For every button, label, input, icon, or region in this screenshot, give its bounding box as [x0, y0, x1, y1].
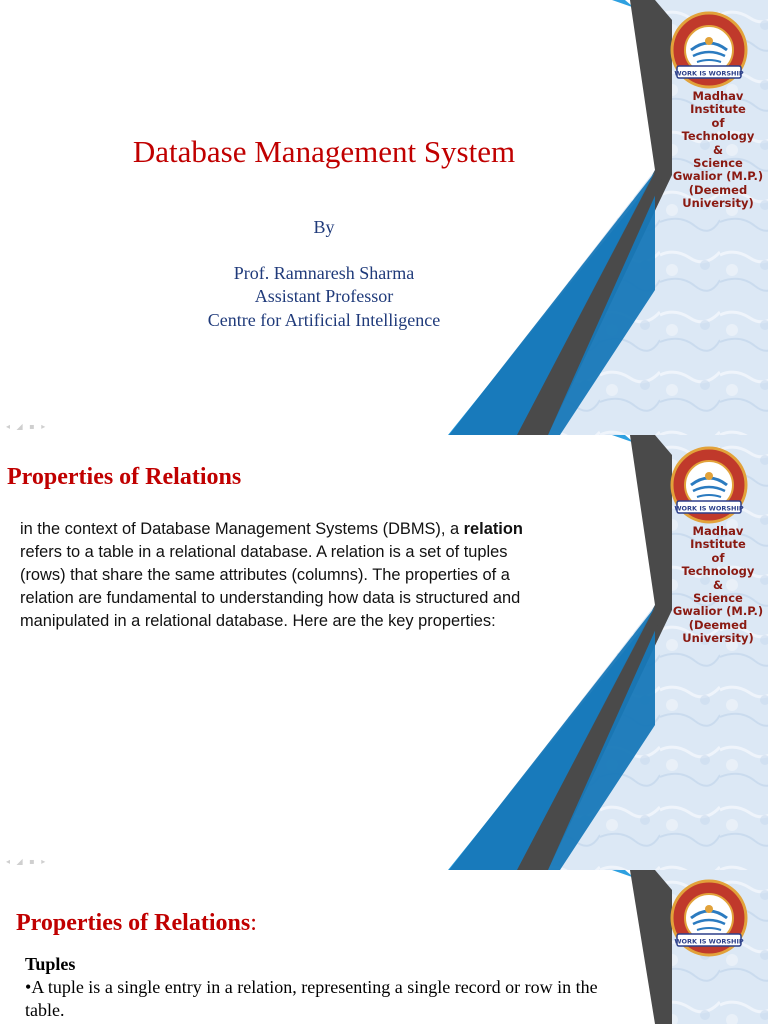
- slide-decoration: [0, 435, 768, 870]
- author-designation: Assistant Professor: [254, 286, 394, 306]
- svg-text:WORK IS WORSHIP: WORK IS WORSHIP: [674, 504, 744, 513]
- institute-name-line: &: [712, 142, 724, 157]
- author-name: Prof. Ramnaresh Sharma: [233, 263, 415, 283]
- institute-name-line: Technology: [681, 129, 755, 144]
- institute-name-line: of: [711, 115, 725, 130]
- institute-name-line: Gwalior (M.P.): [672, 169, 764, 184]
- institute-seal-icon: [669, 10, 749, 90]
- institute-name-line: Science: [693, 591, 743, 606]
- institute-name-line: of: [711, 550, 725, 565]
- institute-name-line: Madhav: [692, 89, 744, 103]
- paragraph-text: refers to a table in a relational database. A relation is a set of tuples (rows) that share the same attributes (columns). The properties of a relation are fundamental to understanding how data is structured and manipulated in a relational database. Here are the key properties:: [20, 543, 521, 630]
- institute-seal-icon: [669, 878, 749, 958]
- slide-nav-dots: ◂ ◢ ▪ ▸: [6, 422, 48, 431]
- author-department: Centre for Artificial Intelligence: [207, 310, 441, 330]
- paragraph-text: in the context of Database Management Systems (DBMS), a: [20, 520, 464, 538]
- institute-name: [670, 90, 766, 211]
- institute-seal-icon: [669, 445, 749, 525]
- institute-name-line: Technology: [681, 564, 755, 579]
- bullet-text: A tuple is a single entry in a relation, representing a single record or row in the table.: [25, 977, 598, 1020]
- institute-name-line: Institute: [690, 537, 746, 552]
- course-title: Database Management System: [132, 134, 516, 169]
- institute-name-line: &: [712, 577, 724, 592]
- svg-text:WORK IS WORSHIP: WORK IS WORSHIP: [674, 937, 744, 946]
- bold-term: relation: [463, 520, 523, 538]
- subheading-tuples: Tuples: [25, 954, 76, 974]
- by-label: By: [313, 217, 335, 237]
- institute-name-line: Madhav: [692, 524, 744, 538]
- heading-colon: :: [250, 910, 257, 936]
- institute-name-line: Science: [693, 156, 743, 171]
- content-slide: [0, 870, 768, 1024]
- institute-name-line: University): [682, 631, 754, 646]
- institute-name-line: University): [682, 196, 754, 211]
- bullet-mark: •: [25, 977, 32, 997]
- institute-name-line: Gwalior (M.P.): [672, 604, 764, 619]
- institute-name-line: (Deemed: [688, 182, 748, 197]
- slide-heading: [16, 910, 257, 937]
- intro-paragraph: [20, 518, 550, 633]
- institute-name: [670, 525, 766, 646]
- title-slide: [0, 0, 768, 435]
- institute-name-line: Institute: [690, 102, 746, 117]
- heading-text: Properties of Relations: [16, 910, 251, 936]
- bullet-item: [25, 976, 600, 1022]
- institute-name-line: (Deemed: [688, 617, 748, 632]
- svg-text:WORK IS WORSHIP: WORK IS WORSHIP: [674, 69, 744, 78]
- slide-heading: Properties of Relations: [7, 464, 242, 490]
- slide-nav-dots: ◂ ◢ ▪ ▸: [6, 857, 48, 866]
- content-slide: [0, 435, 768, 870]
